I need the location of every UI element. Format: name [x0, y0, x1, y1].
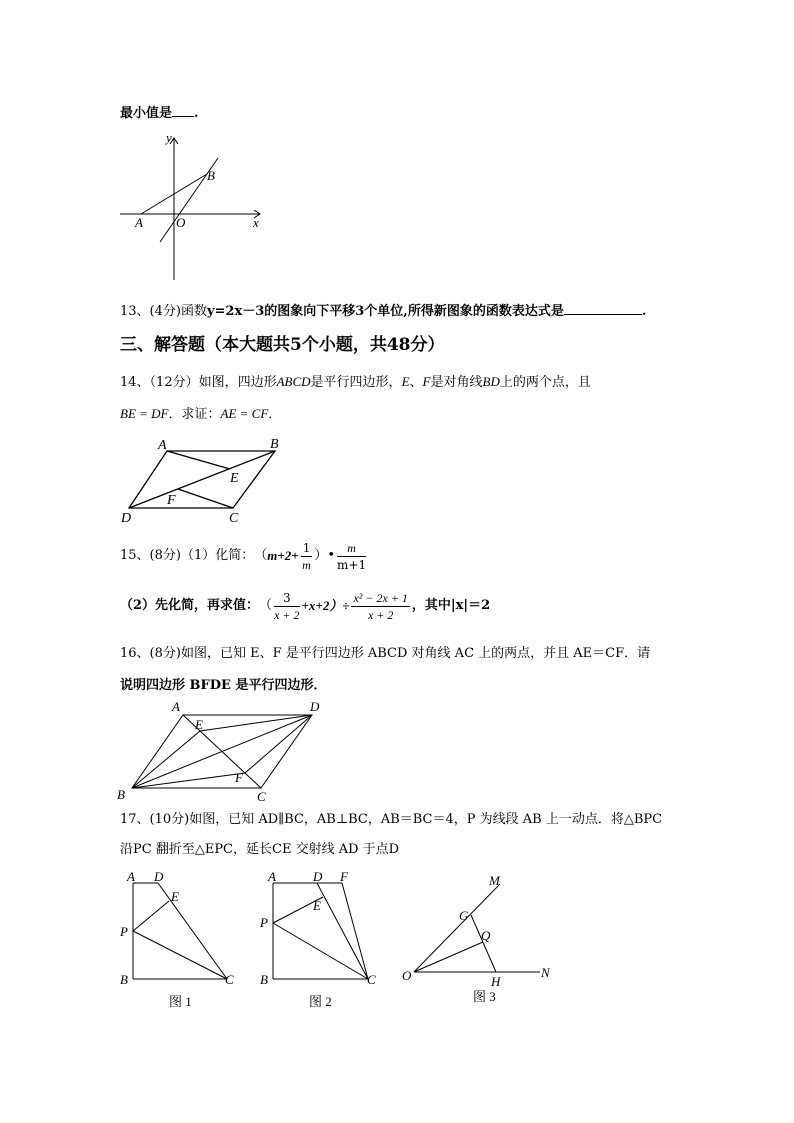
label-f: F: [167, 493, 176, 508]
q17-figure-1: [117, 867, 243, 1015]
question-16-line2: 说明四边形 BFDE 是平行四边形．: [120, 678, 327, 693]
label-o: O: [402, 968, 412, 983]
diagonal-bd: [132, 715, 312, 788]
q17-figure-3: [397, 867, 562, 1011]
label-h: H: [491, 974, 501, 989]
label-b: B: [120, 972, 128, 987]
question-13: 13、(4分)函数y=2x－3的图象向下平移3个单位,所得新图象的函数表达式是 .: [120, 300, 646, 322]
label-d: D: [154, 869, 164, 884]
fraction-quadratic: $\frac{\text{x² − 2x + 1}}{x + 2}$: [353, 590, 408, 622]
q17-figure-2: [257, 867, 383, 1015]
segment-pc: [273, 923, 368, 979]
label-p: P: [260, 915, 268, 930]
label-f: F: [340, 869, 348, 884]
segment-pc: [133, 931, 227, 979]
label-x: x: [253, 215, 259, 230]
question-14-line1: 14、（12分）如图，四边形ABCD是平行四边形，E、F是对角线BD上的两个点，且: [120, 374, 591, 390]
label-g: G: [459, 908, 469, 923]
segment-fd: [245, 715, 312, 773]
label-e: E: [195, 717, 203, 732]
q14-figure: [118, 434, 293, 526]
segment-fc: [342, 883, 368, 979]
label-a: A: [172, 699, 180, 714]
fraction-3-over-x2: $\frac{3}{x + 2}$: [274, 590, 300, 622]
label-c: C: [225, 972, 234, 987]
label-a: A: [158, 438, 167, 453]
label-c: C: [257, 789, 266, 804]
question-16-line1: 16、(8分)如图，已知 E、F 是平行四边形 ABCD 对角线 AC 上的两点，并且 AE＝CF．请: [120, 646, 651, 661]
label-d: D: [310, 699, 320, 714]
answer-blank: [172, 102, 194, 117]
question-17-line1: 17、(10分)如图，已知 AD∥BC，AB⊥BC，AB＝BC＝4，P 为线段 AB 上一动点．将△BPC: [120, 812, 663, 827]
label-a: A: [135, 215, 143, 230]
q16-figure: [116, 698, 330, 806]
segment-dc: [317, 883, 368, 979]
label-d: D: [313, 869, 323, 884]
fraction-1-over-m: $\frac{1}{m}$: [302, 540, 311, 572]
caption-figure-1: 图 1: [169, 994, 192, 1009]
q12-figure: [115, 130, 270, 285]
q12-tail: 最小值是 .: [120, 102, 199, 124]
label-q: Q: [481, 928, 491, 943]
label-n: N: [541, 965, 550, 980]
diagonal-bd: [129, 451, 275, 508]
question-15-part2: （2）先化简，再求值： （ $\frac{3}{x + 2}$ +x+2）÷ $\frac{\text{x² − 2x + 1}}{x + 2}$ ，其中|x|＝2: [120, 590, 491, 622]
segment-ae: [167, 451, 230, 469]
label-o: O: [176, 215, 186, 230]
question-14-line2: BE = DF．求证：AE = CF．: [120, 406, 282, 422]
caption-figure-3: 图 3: [473, 989, 496, 1004]
label-m: M: [489, 873, 500, 888]
segment-oq: [414, 942, 483, 972]
segment-dc: [158, 883, 227, 979]
label-b: B: [260, 972, 268, 987]
label-a: A: [127, 869, 135, 884]
fraction-m-over-m1: $\frac{m}{m+1}$: [337, 540, 367, 572]
segment-ed: [200, 715, 312, 731]
label-b: B: [270, 437, 279, 452]
label-f: F: [235, 770, 243, 785]
label-d: D: [121, 511, 132, 526]
segment-pe: [133, 901, 169, 931]
label-e: E: [230, 471, 239, 486]
question-15-part1: 15、(8分)（1）化简： （ m+2+ $\frac{1}{m}$ ） • $\frac{m}{m+1}$: [120, 540, 367, 572]
label-a: A: [268, 869, 276, 884]
label-e: E: [313, 898, 321, 913]
answer-blank: [564, 300, 642, 315]
question-17-line2: 沿PC 翻折至△EPC，延长CE 交射线 AD 于点D: [120, 842, 400, 857]
label-c: C: [229, 511, 239, 526]
label-c: C: [367, 972, 376, 987]
label-p: P: [120, 924, 128, 939]
caption-figure-2: 图 2: [309, 994, 332, 1009]
segment-gh: [471, 915, 496, 972]
section-heading: 三、解答题（本大题共5个小题，共48分）: [120, 335, 445, 355]
label-e: E: [171, 889, 179, 904]
label-y: y: [166, 130, 172, 145]
segment-cf: [178, 489, 233, 508]
label-b: B: [207, 168, 215, 183]
label-b: B: [117, 787, 125, 802]
segment-bf: [132, 773, 245, 788]
